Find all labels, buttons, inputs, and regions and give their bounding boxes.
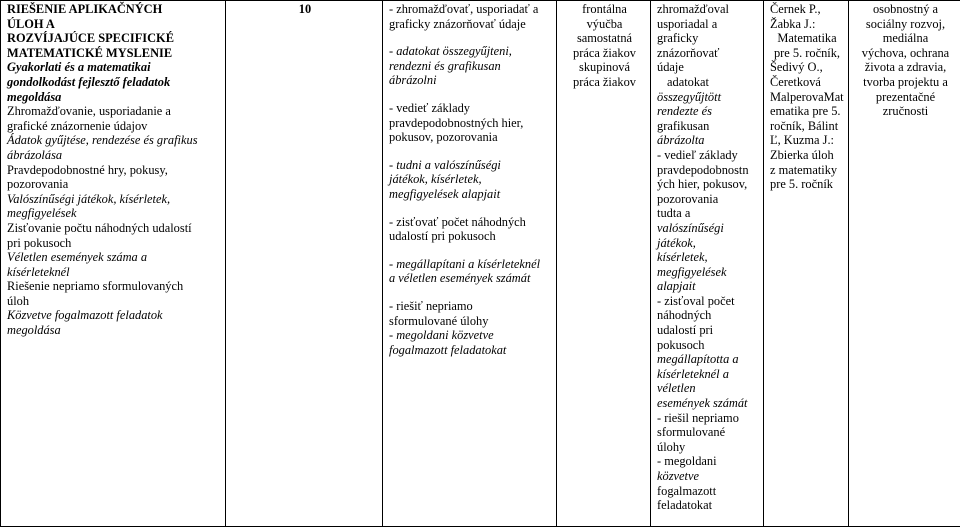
topic-title: ÚLOH A	[7, 16, 55, 31]
outcome: - vedieľ základy	[657, 147, 738, 162]
topic-title: RIEŠENIE APLIKAČNÝCH	[7, 2, 163, 16]
hours-cell	[226, 1, 383, 527]
objectives-cell	[383, 1, 557, 527]
outcome-hu: kísérleteknél a	[657, 366, 729, 381]
crosscurricular-item: výchova, ochrana	[861, 45, 950, 60]
objective: udalostí pri pokusoch	[389, 229, 496, 244]
outcome-hu: valószínűségi	[657, 220, 724, 235]
outcome-hu: megfigyelések	[657, 264, 727, 279]
objective: graficky znázorňovať údaje	[389, 16, 526, 31]
crosscurricular-item: tvorba projektu a	[863, 74, 948, 89]
crosscurricular-item: mediálna	[882, 31, 929, 46]
methods-cell	[557, 1, 651, 527]
crosscurricular-cell	[849, 1, 960, 527]
subtopic: Pravdepodobnostné hry, pokusy,	[7, 162, 168, 177]
outcome: ých hier, pokusov,	[657, 177, 748, 192]
subtopic-hu: ábrázolása	[7, 147, 63, 162]
objective-hu: a véletlen események számát	[389, 271, 531, 286]
outcome-hu: játékok,	[657, 235, 696, 250]
objective-hu: - tudni a valószínűségi	[389, 157, 501, 172]
objective: pravdepodobnostných hier,	[389, 115, 524, 130]
method: samostatná	[576, 31, 633, 46]
crosscurricular-item: zručnosti	[882, 104, 929, 119]
resources-cell	[764, 1, 849, 527]
topic-title-hu: gondolkodást fejlesztő feladatok	[7, 74, 171, 89]
subtopic-hu: kísérleteknél	[7, 264, 70, 279]
resource: Černek P.,	[770, 2, 821, 16]
resource: Žabka J.:	[770, 16, 816, 31]
objective-hu: ábrázolni	[389, 73, 437, 88]
objective-hu: - megállapítani a kísérleteknél	[389, 256, 541, 271]
outcome: - riešil nepriamo	[657, 410, 739, 425]
outcome-hu: feladatokat	[657, 498, 713, 513]
resource: Šedivý O.,	[770, 60, 823, 75]
objective-hu: - adatokat összegyűjteni,	[389, 44, 512, 59]
topic-title-hu: megoldása	[7, 89, 62, 104]
resource: MalperovaMat	[770, 89, 844, 104]
subtopic-hu: Véletlen események száma a	[7, 250, 148, 265]
outcome-hu: - megoldani	[657, 454, 717, 469]
outcome-hu: megállapította a	[657, 352, 739, 367]
outcomes-cell	[651, 1, 764, 527]
objective: - riešiť nepriamo	[389, 298, 473, 313]
outcome-hu: összegyűjtött	[657, 89, 722, 104]
topic-title-hu: Gyakorlati és a matematikai	[7, 60, 151, 75]
resource: Matematika	[777, 31, 837, 46]
outcome-hu: rendezte és	[657, 104, 712, 119]
crosscurricular-item: života a zdravia,	[864, 60, 947, 75]
objective: pokusov, pozorovania	[389, 130, 498, 145]
outcome-hu: grafikusan	[657, 118, 710, 133]
objective-hu: rendezni és grafikusan	[389, 58, 501, 73]
outcome: náhodných	[657, 308, 712, 323]
objective: - vedieť základy	[389, 100, 470, 115]
objective-hu: fogalmazott feladatokat	[389, 342, 507, 357]
subtopic: pozorovania	[7, 177, 69, 192]
subtopic-hu: megfigyelések	[7, 206, 77, 221]
resource: ročník, Bálint	[770, 118, 839, 133]
hours-value: 10	[298, 2, 312, 16]
subtopic-hu: Közvetve fogalmazott feladatok	[7, 308, 163, 323]
outcome: sformulované	[657, 425, 726, 440]
outcome-hu: véletlen	[657, 381, 696, 396]
outcome: - zisťoval počet	[657, 293, 735, 308]
crosscurricular-item: osobnostný a	[872, 2, 939, 16]
outcome-hu: ábrázolta	[657, 133, 705, 148]
outcome-hu: közvetve	[657, 469, 699, 483]
resource: ematika pre 5.	[770, 104, 841, 119]
resource: Zbierka úloh	[770, 147, 834, 162]
outcome-hu: kísérletek,	[657, 250, 708, 265]
method: práca žiakov	[573, 74, 636, 89]
method: frontálna	[582, 2, 627, 16]
topic-title: MATEMATICKÉ MYSLENIE	[7, 45, 173, 60]
subtopic: pri pokusoch	[7, 235, 72, 250]
outcome: znázorňovať	[657, 45, 720, 60]
objective-hu: játékok, kísérletek,	[389, 172, 482, 187]
objective-hu: megfigyelések alapjait	[389, 186, 501, 201]
topic-title: ROZVÍJAJÚCE SPECIFICKÉ	[7, 31, 174, 46]
objective: sformulované úlohy	[389, 313, 489, 328]
outcome-hu: fogalmazott	[657, 483, 717, 498]
subtopic: Riešenie nepriamo sformulovaných	[7, 279, 184, 294]
resource: z matematiky	[770, 162, 838, 177]
method: výučba	[586, 16, 623, 31]
crosscurricular-item: sociálny rozvoj,	[865, 16, 946, 31]
outcome: zhromažďoval	[657, 2, 729, 16]
resource: Ľ, Kuzma J.:	[770, 133, 835, 148]
method: práca žiakov	[573, 45, 636, 60]
subtopic: Zisťovanie počtu náhodných udalostí	[7, 220, 192, 235]
topic-cell	[1, 1, 226, 527]
resource: pre 5. ročník,	[773, 45, 841, 60]
crosscurricular-item: prezentačné	[875, 89, 936, 104]
subtopic-hu: Valószínűségi játékok, kísérletek,	[7, 191, 171, 206]
outcome-hu: alapjait	[657, 279, 696, 294]
objective: - zhromažďovať, usporiadať a	[389, 2, 539, 16]
outcome: usporiadal a	[657, 16, 718, 31]
outcome: pokusoch	[657, 337, 705, 352]
outcome: graficky	[657, 31, 699, 46]
outcome: udalostí pri	[657, 323, 714, 338]
subtopic: Zhromažďovanie, usporiadanie a	[7, 104, 171, 119]
table-row	[1, 1, 960, 527]
outcome: údaje	[657, 60, 684, 75]
method: skupinová	[579, 60, 630, 75]
resource: pre 5. ročník	[770, 177, 833, 192]
outcome-hu: események számát	[657, 396, 748, 411]
outcome: pravdepodobnostn	[657, 162, 749, 177]
outcome-hu: tudta a	[657, 206, 691, 221]
objective-hu: - megoldani közvetve	[389, 328, 494, 343]
objective: - zisťovať počet náhodných	[389, 214, 526, 229]
subtopic-hu: megoldása	[7, 323, 61, 338]
subtopic-hu: Ádatok gyűjtése, rendezése és grafikus	[7, 133, 198, 148]
outcome: úlohy	[657, 439, 686, 454]
subtopic: úloh	[7, 293, 30, 308]
resource: Čeretková	[770, 74, 821, 89]
subtopic: grafické znázornenie údajov	[7, 118, 148, 133]
outcome-hu: adatokat	[667, 74, 709, 89]
outcome: pozorovania	[657, 191, 719, 206]
